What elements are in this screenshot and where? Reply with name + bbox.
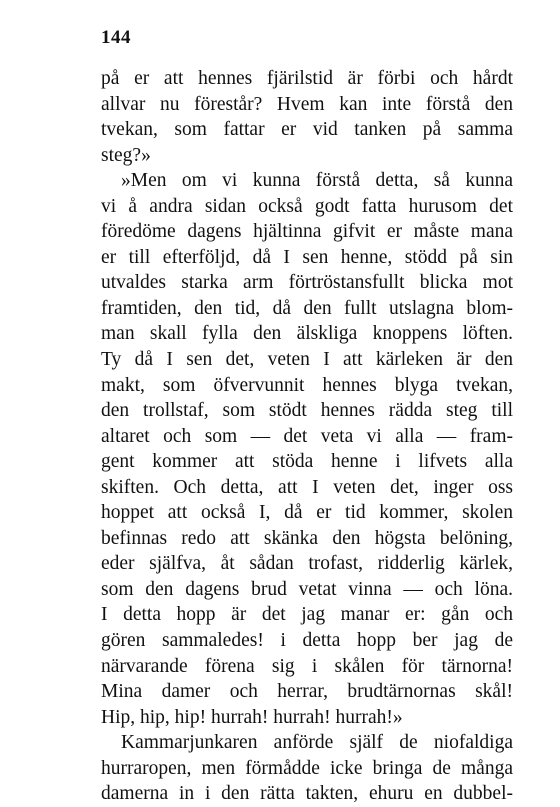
text-line: vi å andra sidan också godt fatta hurusom det [101, 195, 513, 217]
text-line: gent kommer att stöda henne i lifvets alla [101, 451, 513, 473]
text-line: på er att hennes fjärilstid är förbi och hårdt [101, 68, 513, 89]
text-line: föredöme dagens hjältinna gifvit er måste mana [101, 221, 513, 243]
text-line: I detta hopp är det jag manar er: gån och [101, 604, 513, 626]
text-line: som den dagens brud vetat vinna — och löna. [101, 578, 513, 600]
text-line: hurraropen, men förmådde icke bringa de många [101, 757, 513, 779]
text-line: »Men om vi kunna förstå detta, så kunna [121, 170, 513, 192]
text-line: Kammarjunkaren anförde själf de niofaldiga [121, 732, 513, 754]
page-number: 144 [101, 27, 131, 48]
text-line: damerna in i den rätta takten, ehuru en dubbel- [101, 783, 513, 805]
text-line: allvar nu förestår? Hvem kan inte förstå den [101, 93, 513, 115]
text-line: altaret och som — det veta vi alla — fram- [101, 425, 513, 447]
text-line: befinnas redo att skänka den högsta belöning, [101, 527, 513, 549]
text-line: den trollstaf, som stödt hennes rädda steg till [101, 400, 513, 422]
text-line: Mina damer och herrar, brudtärnornas skål! [101, 681, 513, 703]
text-line: skiften. Och detta, att I veten det, inger oss [101, 476, 513, 498]
text-line: hoppet att också I, då er tid kommer, skolen [101, 502, 513, 524]
text-line: utvaldes starka arm förtröstansfullt blicka mot [101, 272, 513, 294]
text-line: Hip, hip, hip! hurrah! hurrah! hurrah!» [101, 706, 403, 728]
text-line: steg?» [101, 144, 151, 166]
text-line: gören sammaledes! i detta hopp ber jag de [101, 630, 513, 652]
text-line: Ty då I sen det, veten I att kärleken är den [101, 349, 513, 371]
body-text [101, 66, 513, 807]
text-line: eder själfva, åt sådan trofast, ridderlig kärlek, [101, 553, 513, 575]
text-line: framtiden, den tid, då den fullt utslagna blom- [101, 297, 513, 319]
text-line: er till efterföljd, då I sen henne, stödd på sin [101, 246, 513, 268]
text-line: makt, som öfvervunnit hennes blyga tvekan, [101, 374, 513, 396]
text-line: man skall fylla den älskliga knoppens löften. [101, 323, 513, 345]
text-line: tvekan, som fattar er vid tanken på samma [101, 119, 513, 141]
text-line: närvarande förena sig i skålen för tärnorna! [101, 655, 513, 677]
